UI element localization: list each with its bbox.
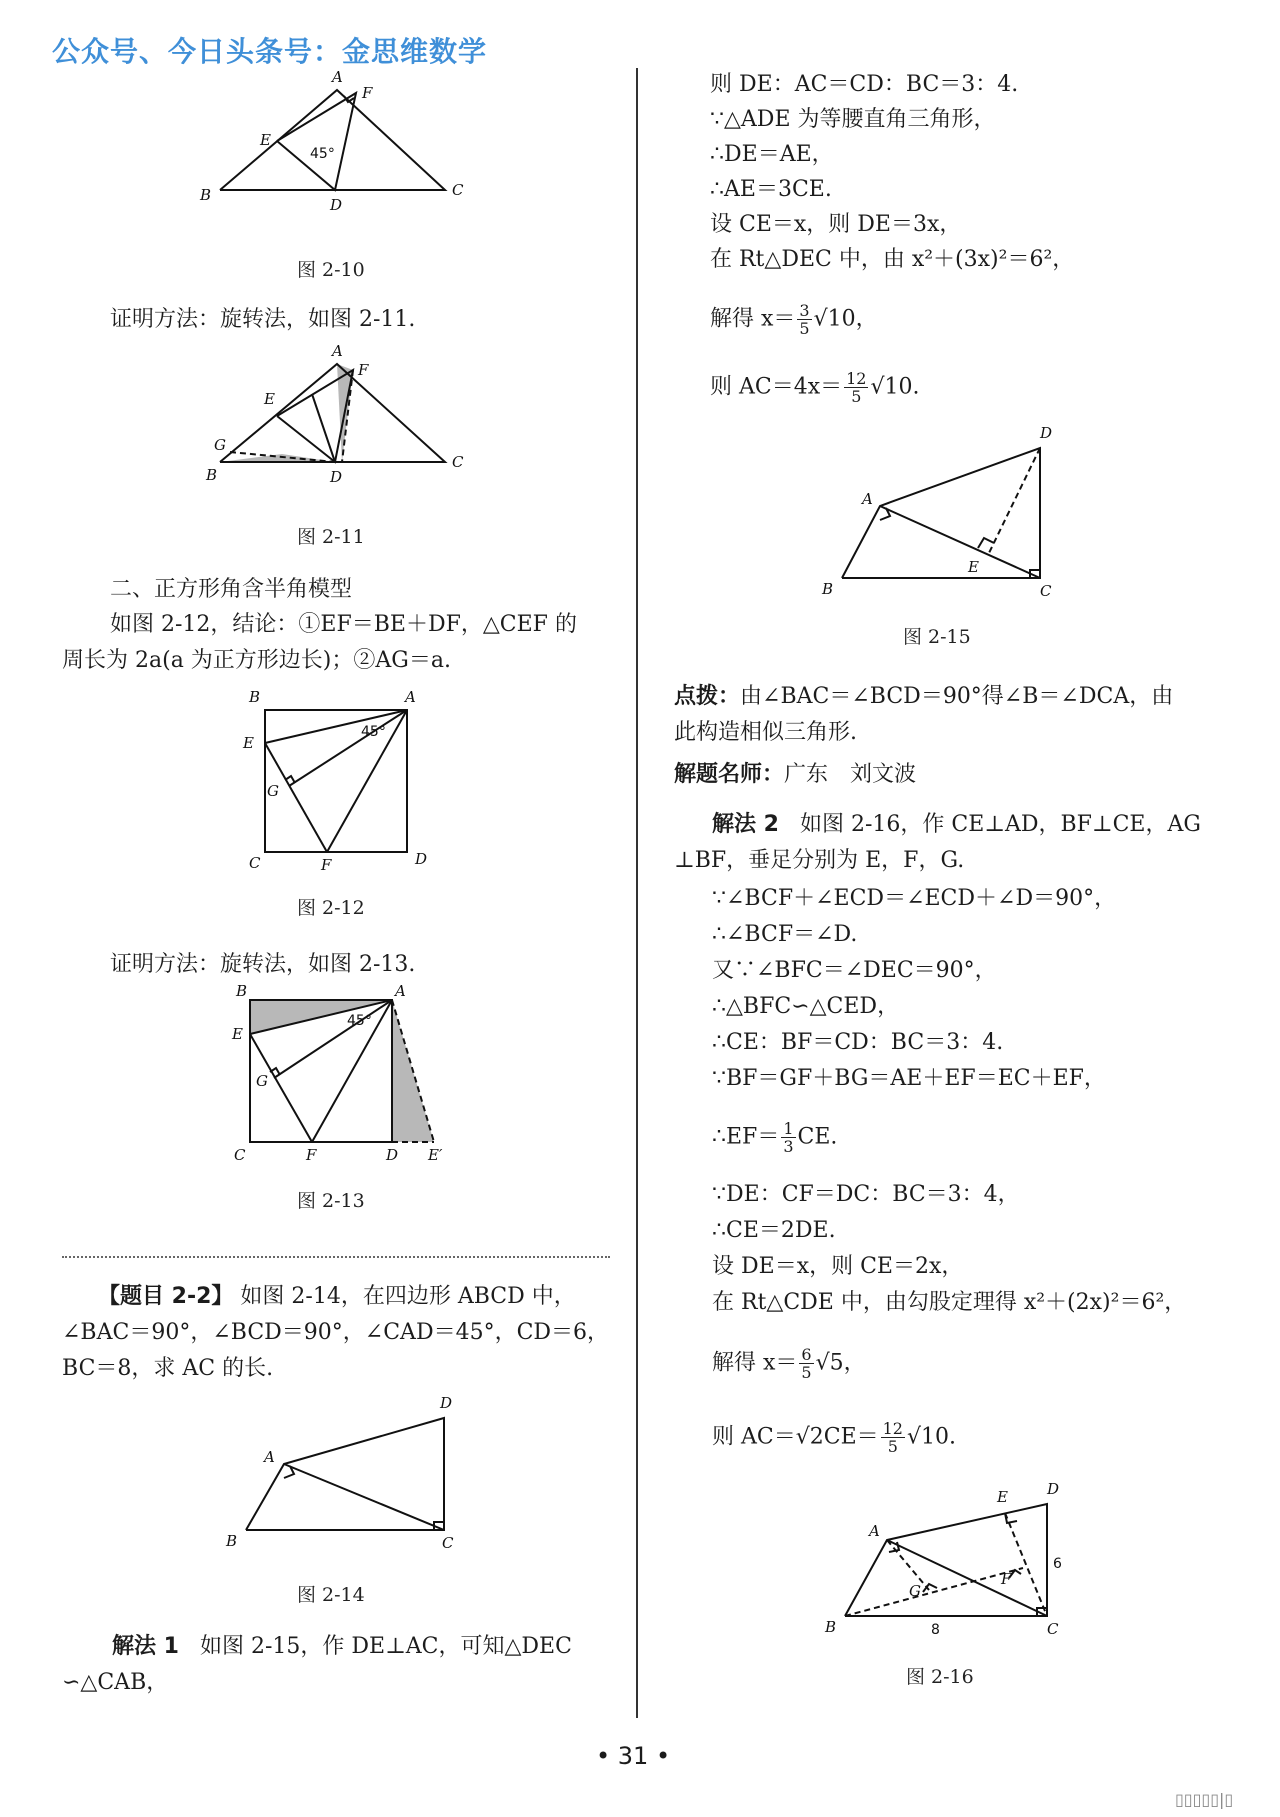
s2r13-numerator: 12 (882, 1419, 903, 1438)
hint-text-1: 由∠BAC＝∠BCD＝90°得∠B＝∠DCA，由 (740, 684, 1174, 709)
s2r13-prefix: 则 AC＝√2CE＝ (712, 1424, 879, 1450)
label-c: C (1040, 582, 1052, 600)
label-f: F (358, 361, 369, 379)
solution-1-r7 (710, 302, 878, 337)
label-c: C (1047, 1620, 1059, 1638)
dotted-separator (62, 1256, 610, 1258)
problem-line-2: ∠BAC＝90°，∠BCD＝90°，∠CAD＝45°，CD＝6， (62, 1320, 610, 1345)
figure-2-10 (190, 68, 480, 238)
s2r12-fraction (799, 1346, 813, 1381)
solution-2-r1: ∵∠BCF＋∠ECD＝∠ECD＋∠D＝90°， (712, 886, 1117, 911)
label-c: C (452, 181, 464, 199)
figure-2-13 (232, 982, 462, 1162)
caption-2-11: 图 2-11 (297, 526, 365, 548)
solution-2-line-1 (712, 810, 1201, 840)
solution-2-r10: 设 DE＝x，则 CE＝2x， (712, 1254, 964, 1279)
label-c: C (234, 1146, 246, 1164)
label-e: E (260, 131, 271, 149)
solution-1-text-1: 如图 2-15，作 DE⊥AC，可知△DEC (199, 1634, 572, 1659)
side-8: 8 (931, 1622, 940, 1638)
teacher-value: 广东 刘文波 (784, 762, 917, 787)
r8-suffix: √10. (870, 374, 920, 400)
r8-prefix: 则 AC＝4x＝ (710, 374, 843, 400)
label-e: E (243, 734, 254, 752)
s2r7-denominator: 3 (783, 1137, 794, 1156)
solution-2-r12 (712, 1346, 866, 1381)
label-d: D (415, 850, 428, 868)
label-a: A (405, 688, 416, 706)
side-6: 6 (1053, 1556, 1062, 1572)
corner-mark: ▯▯▯▯▯|▯ (1175, 1790, 1234, 1809)
section-heading: 二、正方形角含半角模型 (110, 577, 353, 602)
proof-method-1: 证明方法：旋转法，如图 2-11. (110, 307, 416, 332)
caption-2-12: 图 2-12 (297, 897, 365, 919)
label-b: B (200, 186, 212, 204)
figure-2-11 (190, 342, 480, 502)
label-e-prime: E′ (428, 1146, 443, 1164)
solution-1-tag: 解法 1 (112, 1634, 179, 1659)
solution-2-tag: 解法 2 (712, 812, 779, 837)
solution-1-line-1 (112, 1632, 572, 1662)
hint-label: 点拨： (674, 684, 741, 709)
label-a: A (264, 1448, 275, 1466)
solution-2-r7 (712, 1120, 837, 1155)
s2r7-prefix: ∴EF＝ (712, 1124, 780, 1150)
label-b: B (822, 580, 834, 598)
solution-2-r6: ∵BF＝GF＋BG＝AE＋EF＝EC＋EF， (712, 1066, 1106, 1091)
angle-45: 45° (361, 724, 386, 740)
solution-2-r4: ∴△BFC∽△CED， (712, 994, 900, 1019)
label-a: A (869, 1522, 880, 1540)
solution-1-r8 (710, 370, 920, 405)
problem-line-1 (98, 1282, 576, 1312)
r7-numerator: 3 (799, 301, 810, 320)
angle-45: 45° (310, 146, 335, 162)
s2r13-suffix: √10. (906, 1424, 956, 1450)
r7-suffix: √10， (813, 306, 878, 332)
section-text-2: 周长为 2a(a 为正方形边长)；②AG＝a. (62, 648, 451, 673)
label-a: A (332, 68, 343, 86)
caption-2-13: 图 2-13 (297, 1190, 365, 1212)
s2r12-suffix: √5， (815, 1350, 866, 1376)
angle-45: 45° (347, 1013, 372, 1029)
caption-2-10: 图 2-10 (297, 259, 365, 281)
section-text-1: 如图 2-12，结论：①EF＝BE＋DF，△CEF 的 (110, 612, 577, 637)
s2r13-denominator: 5 (887, 1437, 898, 1456)
label-c: C (442, 1534, 454, 1552)
label-b: B (249, 688, 261, 706)
label-d: D (1040, 424, 1053, 442)
s2r12-numerator: 6 (801, 1345, 812, 1364)
hint-line-2: 此构造相似三角形. (674, 720, 857, 745)
caption-2-16: 图 2-16 (906, 1666, 974, 1688)
solution-1-line-2: ∽△CAB， (62, 1670, 169, 1695)
proof-method-2: 证明方法：旋转法，如图 2-13. (110, 952, 416, 977)
s2r12-denominator: 5 (801, 1363, 812, 1382)
s2r7-suffix: CE. (797, 1124, 838, 1150)
label-d: D (1047, 1480, 1060, 1498)
label-d: D (330, 196, 343, 214)
label-b: B (206, 466, 218, 484)
problem-text-1: 如图 2-14，在四边形 ABCD 中， (240, 1284, 576, 1309)
caption-2-14: 图 2-14 (297, 1584, 365, 1606)
problem-tag: 【题目 2-2】 (98, 1284, 234, 1309)
label-d: D (386, 1146, 399, 1164)
solution-1-r1: 则 DE：AC＝CD：BC＝3：4. (710, 72, 1019, 97)
label-f: F (321, 856, 332, 874)
figure-2-16 (825, 1468, 1085, 1638)
problem-line-3: BC＝8，求 AC 的长. (62, 1356, 274, 1381)
solution-2-line-2: ⊥BF，垂足分别为 E，F，G. (674, 848, 965, 873)
label-g: G (267, 782, 279, 800)
solution-1-r6: 在 Rt△DEC 中，由 x²＋(3x)²＝6²， (710, 247, 1075, 272)
hint-line-1 (674, 682, 1173, 712)
label-e: E (232, 1025, 243, 1043)
solution-2-r2: ∴∠BCF＝∠D. (712, 922, 858, 947)
label-a: A (395, 982, 406, 1000)
label-c: C (249, 854, 261, 872)
teacher-line (674, 760, 916, 790)
solution-2-r13 (712, 1420, 956, 1455)
label-f: F (1001, 1570, 1012, 1588)
solution-2-text-1: 如图 2-16，作 CE⊥AD，BF⊥CE，AG (799, 812, 1201, 837)
s2r7-numerator: 1 (783, 1119, 794, 1138)
label-f: F (306, 1146, 317, 1164)
s2r7-fraction (781, 1120, 795, 1155)
label-b: B (236, 982, 248, 1000)
label-g: G (214, 436, 226, 454)
figure-2-15 (812, 420, 1072, 600)
label-a: A (862, 490, 873, 508)
label-e: E (264, 390, 275, 408)
solution-2-r8: ∵DE：CF＝DC：BC＝3：4， (712, 1182, 1020, 1207)
s2r13-fraction (881, 1420, 905, 1455)
label-e: E (997, 1488, 1008, 1506)
r7-fraction (797, 302, 811, 337)
label-f: F (362, 84, 373, 102)
solution-2-r9: ∴CE＝2DE. (712, 1218, 836, 1243)
solution-2-r3: 又∵∠BFC＝∠DEC＝90°， (712, 958, 997, 983)
page-number: • 31 • (596, 1742, 671, 1770)
solution-2-r5: ∴CE：BF＝CD：BC＝3：4. (712, 1030, 1004, 1055)
r7-prefix: 解得 x＝ (710, 306, 796, 332)
solution-1-r5: 设 CE＝x，则 DE＝3x， (710, 212, 962, 237)
figure-2-12 (235, 688, 435, 874)
label-g: G (256, 1072, 268, 1090)
label-c: C (452, 453, 464, 471)
caption-2-15: 图 2-15 (903, 626, 971, 648)
label-b: B (226, 1532, 238, 1550)
r8-fraction (844, 370, 868, 405)
r8-denominator: 5 (851, 387, 862, 406)
solution-1-r4: ∴AE＝3CE. (710, 177, 832, 202)
teacher-label: 解题名师： (674, 762, 785, 787)
label-e: E (968, 558, 979, 576)
solution-1-r2: ∵△ADE 为等腰直角三角形， (710, 107, 996, 132)
s2r12-prefix: 解得 x＝ (712, 1350, 798, 1376)
label-d: D (330, 468, 343, 486)
solution-1-r3: ∴DE＝AE， (710, 142, 834, 167)
watermark: 公众号、今日头条号：金思维数学 (52, 35, 488, 68)
column-divider (636, 68, 638, 1718)
label-b: B (825, 1618, 837, 1636)
label-d: D (440, 1394, 453, 1412)
r8-numerator: 12 (846, 369, 867, 388)
r7-denominator: 5 (799, 319, 810, 338)
solution-2-r11: 在 Rt△CDE 中，由勾股定理得 x²＋(2x)²＝6²， (712, 1290, 1187, 1315)
label-g: G (909, 1582, 921, 1600)
figure-2-14 (216, 1390, 476, 1560)
label-a: A (332, 342, 343, 360)
